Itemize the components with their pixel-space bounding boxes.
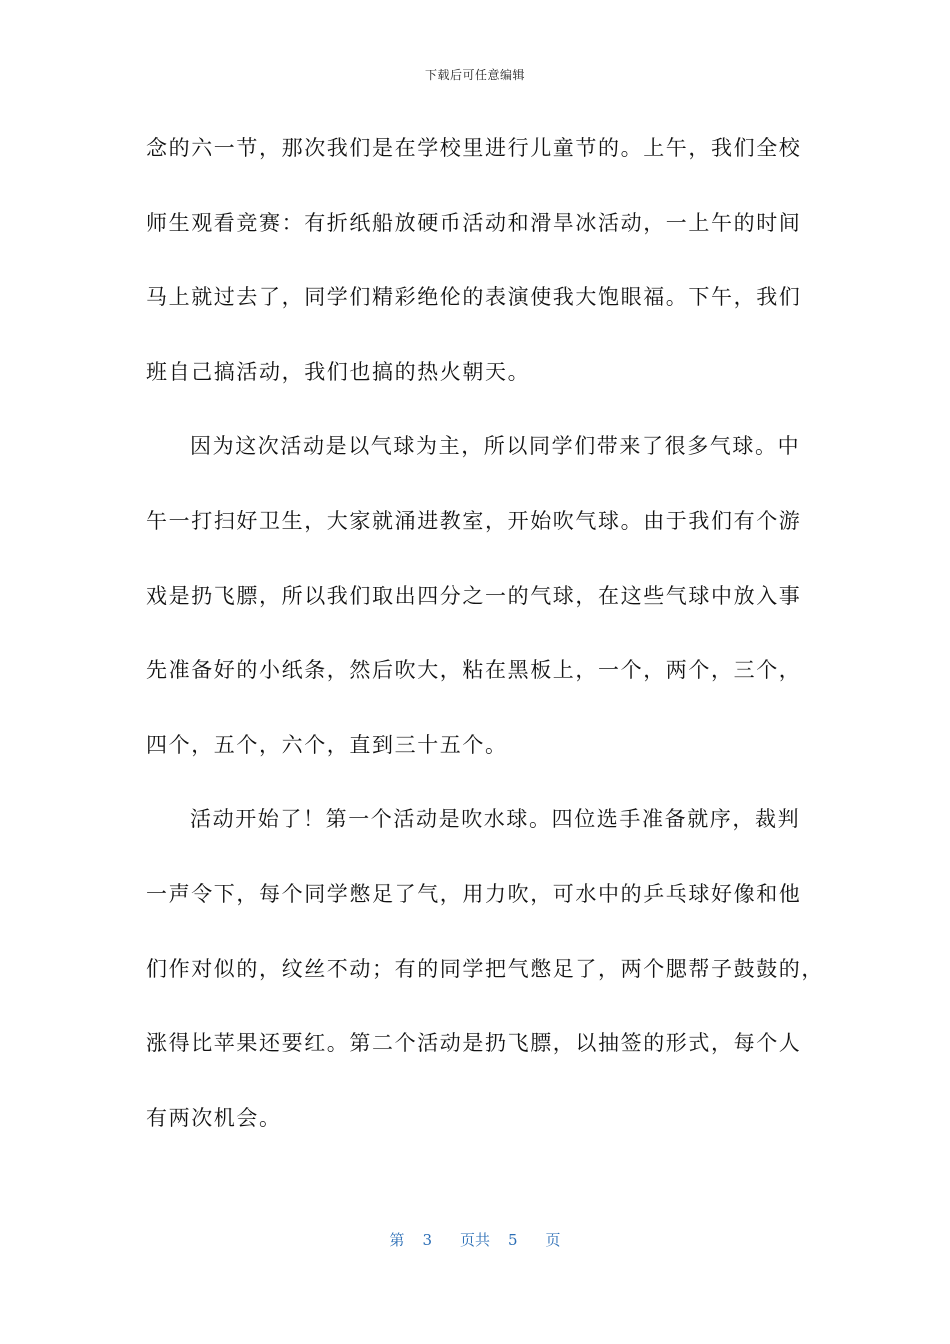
text-line: 午一打扫好卫生，大家就涌进教室，开始吹气球。由于我们有个游 (146, 508, 802, 533)
text-line: 马上就过去了，同学们精彩绝伦的表演使我大饱眼福。下午，我们 (146, 285, 802, 310)
text-line: 有两次机会。 (146, 1105, 282, 1130)
body-text (146, 128, 824, 1172)
text-line: 师生观看竞赛：有折纸船放硬币活动和滑旱冰活动，一上午的时间 (146, 210, 802, 235)
text-line: 戏是扔飞膘，所以我们取出四分之一的气球，在这些气球中放入事 (146, 583, 802, 608)
text-line: 活动开始了！第一个活动是吹水球。四位选手准备就序，裁判 (190, 807, 801, 832)
text-line: 念的六一节，那次我们是在学校里进行儿童节的。上午，我们全校 (146, 136, 802, 160)
footer-suffix: 页 (545, 1231, 561, 1249)
page-footer (0, 1229, 950, 1250)
text-line: 一声令下，每个同学憋足了气，用力吹，可水中的乒乓球好像和他 (146, 881, 802, 906)
text-line: 先准备好的小纸条，然后吹大，粘在黑板上，一个，两个，三个， (146, 658, 802, 683)
footer-current-page: 3 (422, 1231, 432, 1249)
text-line: 班自己搞活动，我们也搞的热火朝天。 (146, 359, 531, 384)
footer-total-pages: 5 (508, 1231, 518, 1249)
footer-middle: 页共 (459, 1231, 490, 1249)
text-line: 四个，五个，六个，直到三十五个。 (146, 732, 508, 757)
page-header-note: 下载后可任意编辑 (424, 68, 525, 82)
text-line: 因为这次活动是以气球为主，所以同学们带来了很多气球。中 (190, 434, 801, 459)
footer-prefix: 第 (389, 1231, 405, 1249)
text-line: 涨得比苹果还要红。第二个活动是扔飞膘，以抽签的形式，每个人 (146, 1031, 802, 1056)
text-line: 们作对似的，纹丝不动；有的同学把气憋足了，两个腮帮子鼓鼓的， (146, 956, 824, 981)
